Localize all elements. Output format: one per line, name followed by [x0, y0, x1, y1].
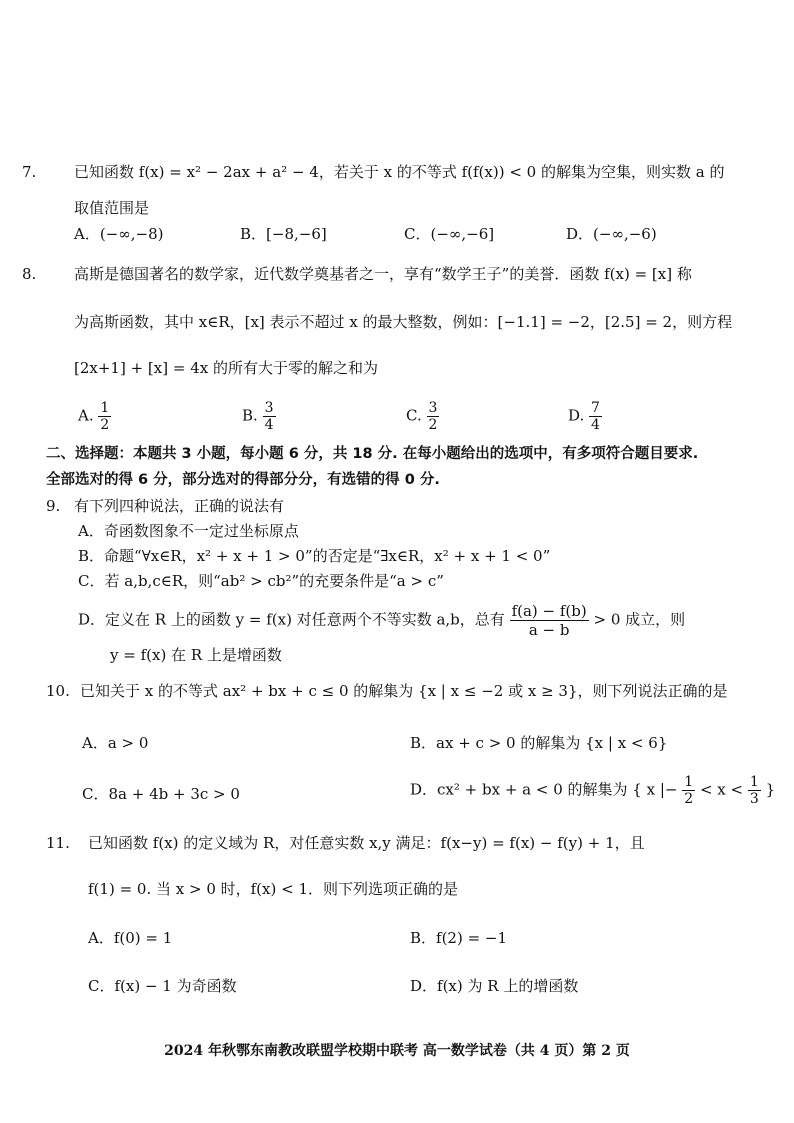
q10-option-b: B．ax + c > 0 的解集为 {x | x < 6}	[410, 734, 668, 752]
q10-stem: 已知关于 x 的不等式 ax² + bx + c ≤ 0 的解集为 {x | x ≤ −2 或 x ≥ 3}，则下列说法正确的是	[80, 682, 728, 700]
q8-option-a-label: A.	[78, 406, 94, 425]
q7-option-b: B．[−8,−6]	[240, 225, 327, 243]
q8-option-b-fraction: $\frac{3}{4}$	[264, 400, 274, 433]
q9-option-d-line2: y = f(x) 在 R 上是增函数	[110, 646, 282, 664]
q8-option-d-fraction: $\frac{7}{4}$	[591, 400, 600, 433]
q10-option-d-fraction2: $\frac{1}{3}$	[749, 774, 759, 807]
q9-option-d-fraction: $\frac{f(a) - f(b)}{a - b}$	[511, 602, 587, 639]
q8-option-c	[406, 400, 439, 433]
q11-option-c: C．f(x) − 1 为奇函数	[88, 977, 237, 995]
q9-option-d-post: > 0 成立，则	[593, 610, 686, 629]
q7-option-a: A．(−∞,−8)	[74, 225, 164, 243]
q9-option-d	[78, 602, 685, 639]
q10-number: 10.	[46, 682, 70, 700]
q10-option-c: C．8a + 4b + 3c > 0	[82, 785, 240, 803]
q7-stem-line2: 取值范围是	[74, 199, 150, 217]
q9-option-b: B．命题“∀x∈R，x² + x + 1 > 0”的否定是“∃x∈R，x² + x + 1 < 0”	[78, 547, 551, 565]
q11-stem-line1: 已知函数 f(x) 的定义域为 R，对任意实数 x,y 满足：f(x−y) = f(x) − f(y) + 1，且	[88, 834, 645, 852]
q7-number: 7.	[22, 163, 37, 181]
q11-number: 11.	[46, 834, 70, 852]
q11-stem-line2: f(1) = 0. 当 x > 0 时，f(x) < 1．则下列选项正确的是	[88, 880, 458, 898]
q9-option-d-pre: D．定义在 R 上的函数 y = f(x) 对任意两个不等实数 a,b，总有	[78, 610, 505, 629]
q8-stem-line3: [2x+1] + [x] = 4x 的所有大于零的解之和为	[74, 359, 378, 377]
page-footer: 2024 年秋鄂东南教改联盟学校期中联考 高一数学试卷（共 4 页）第 2 页	[164, 1043, 630, 1059]
q10-option-d-mid: < x <	[699, 780, 744, 799]
q8-stem-line2: 为高斯函数，其中 x∈R，[x] 表示不超过 x 的最大整数，例如：[−1.1] = −2，[2.5] = 2，则方程	[74, 313, 733, 331]
q9-stem: 有下列四种说法，正确的说法有	[74, 497, 285, 515]
q9-number: 9.	[46, 497, 61, 515]
q8-option-d	[568, 400, 602, 433]
q11-option-d: D．f(x) 为 R 上的增函数	[410, 977, 579, 995]
q10-option-d	[410, 774, 775, 807]
q10-option-d-post: }	[765, 780, 776, 799]
section2-heading-line2: 全部选对的得 6 分，部分选对的得部分分，有选错的得 0 分.	[46, 472, 440, 488]
q8-option-c-fraction: $\frac{3}{2}$	[428, 400, 438, 433]
q9-option-c: C．若 a,b,c∈R，则“ab² > cb²”的充要条件是“a > c”	[78, 572, 444, 590]
section2-heading-line1: 二、选择题：本题共 3 小题，每小题 6 分，共 18 分. 在每小题给出的选项中，有多项符合题目要求.	[46, 446, 699, 462]
q11-option-b: B．f(2) = −1	[410, 929, 508, 947]
q8-option-c-label: C.	[406, 406, 422, 425]
q8-option-a-fraction: $\frac{1}{2}$	[100, 400, 110, 433]
q7-option-c: C．(−∞,−6]	[404, 225, 495, 243]
q10-option-d-pre: D．cx² + bx + a < 0 的解集为 { x |−	[410, 780, 678, 799]
q8-option-b	[242, 400, 276, 433]
q7-stem-line1: 已知函数 f(x) = x² − 2ax + a² − 4，若关于 x 的不等式 f(f(x)) < 0 的解集为空集，则实数 a 的	[74, 163, 725, 181]
q7-option-d: D．(−∞,−6)	[566, 225, 657, 243]
q8-number: 8.	[22, 265, 37, 283]
q8-option-d-label: D.	[568, 406, 585, 425]
q8-stem-line1: 高斯是德国著名的数学家，近代数学奠基者之一，享有“数学王子”的美誉．函数 f(x) = [x] 称	[74, 265, 692, 283]
q10-option-a: A．a > 0	[82, 734, 149, 752]
q11-option-a: A．f(0) = 1	[88, 929, 173, 947]
q9-option-a: A．奇函数图象不一定过坐标原点	[78, 522, 299, 540]
q8-option-a	[78, 400, 111, 433]
q10-option-d-fraction1: $\frac{1}{2}$	[684, 774, 694, 807]
q8-option-b-label: B.	[242, 406, 258, 425]
